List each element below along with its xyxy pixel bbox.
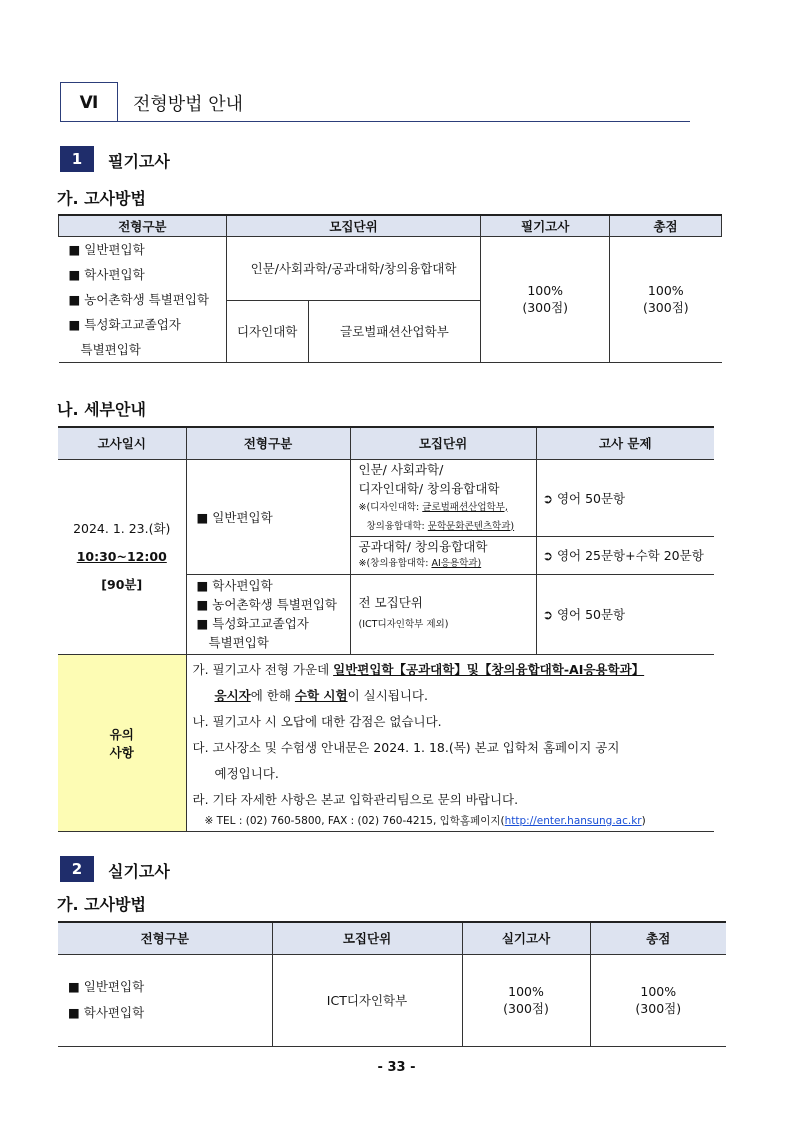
- t3-type-bachelor: ■ 학사편입학: [68, 1005, 145, 1020]
- t2-header-date: 고사일시: [58, 427, 186, 459]
- t2-unit3-line1: 전 모집단위: [358, 595, 423, 610]
- page-number: - 33 -: [377, 1060, 416, 1075]
- t3-score-cell: [462, 954, 590, 1046]
- chapter-underline: [60, 121, 690, 122]
- t3-header-practical: 실기고사: [462, 922, 590, 954]
- t1-score-cell: [481, 237, 610, 363]
- t1-type-rural: ■ 농어촌학생 특별편입학: [68, 292, 210, 307]
- t1-total-cell: [610, 237, 722, 363]
- t2-date: 2024. 1. 23.(화): [73, 520, 171, 536]
- t2-date-cell: [58, 459, 186, 654]
- t2-unit1-cell: [350, 459, 536, 536]
- t2-exam2: ➲ 영어 25문항+수학 20문항: [536, 536, 714, 574]
- t1-score-pts: (300점): [522, 300, 569, 315]
- t3-total-pts: (300점): [635, 1000, 682, 1016]
- t2-note-da: 다. 고사장소 및 수험생 안내문은 2024. 1. 18.(목) 본교 입학처 홈페이지 공지: [192, 739, 620, 755]
- chapter-title: 전형방법 안내: [133, 94, 244, 115]
- section-2-title: 실기고사: [108, 862, 170, 881]
- t1-score: 100%: [527, 283, 564, 298]
- t1-header-written: 필기고사: [481, 215, 610, 237]
- written-exam-method-table: [58, 214, 722, 363]
- t1-type-general: ■ 일반편입학: [68, 242, 145, 257]
- t3-total: 100%: [640, 983, 677, 999]
- t3-score-pts: (300점): [503, 1000, 549, 1016]
- t2-notes-label-2: 사항: [109, 744, 134, 760]
- t2-unit1-note-a: ※(디자인대학: 글로벌패션산업학부,: [358, 501, 508, 513]
- t2-unit2-note: ※(창의융합대학: AI응용학과): [358, 558, 482, 569]
- section-1-number: 1: [60, 146, 94, 172]
- t2-type-general: ■ 일반편입학: [186, 459, 350, 574]
- t3-total-cell: [590, 954, 726, 1046]
- t2-type-bachelor: ■ 학사편입학: [196, 578, 273, 593]
- t2-header-unit: 모집단위: [350, 427, 536, 459]
- section-1-title: 필기고사: [108, 152, 170, 171]
- t1-unit-design: 디자인대학: [226, 300, 308, 362]
- t2-exam3: ➲ 영어 50문항: [536, 574, 714, 654]
- t2-unit1-line2: 디자인대학/ 창의융합대학: [358, 480, 500, 496]
- t2-note-ra: 라. 기타 자세한 사항은 본교 입학관리팀으로 문의 바랍니다.: [192, 791, 519, 807]
- t1-unit-row1: 인문/사회과학/공과대학/창의융합대학: [226, 237, 481, 301]
- t2-header-type: 전형구분: [186, 427, 350, 459]
- chapter-number: Ⅵ: [79, 92, 99, 113]
- section-1-sub-b: 나. 세부안내: [57, 400, 146, 419]
- t3-score: 100%: [508, 983, 544, 999]
- t2-note-tel: ※ TEL : (02) 760-5800, FAX : (02) 760-4215, 입학홈페이지(http://enter.hansung.ac.kr): [204, 814, 646, 827]
- written-exam-detail-table: [58, 426, 714, 832]
- t3-type-general: ■ 일반편입학: [68, 979, 145, 994]
- t2-note-ga: 가. 필기고사 전형 가운데 일반편입학【공과대학】및【창의융합대학-AI응용학과】: [192, 661, 645, 677]
- t2-unit2-cell: [350, 536, 536, 574]
- section-1-sub-a: 가. 고사방법: [57, 189, 146, 208]
- t2-note-na: 나. 필기고사 시 오답에 대한 감점은 없습니다.: [192, 713, 442, 729]
- section-2-sub-a: 가. 고사방법: [57, 895, 146, 914]
- t2-unit3-note: (ICT디자인학부 제외): [358, 619, 449, 630]
- t1-header-total: 총점: [610, 215, 722, 237]
- t3-unit: ICT디자인학부: [272, 954, 462, 1046]
- t2-unit1-line1: 인문/ 사회과학/: [358, 461, 444, 477]
- chapter-number-box: [60, 82, 118, 122]
- t2-notes-label-1: 유의: [109, 726, 134, 742]
- t1-unit-global: 글로벌패션산업학부: [308, 300, 481, 362]
- t1-types-cell: [59, 237, 227, 363]
- t2-notes-cell: [186, 654, 714, 831]
- t1-type-bachelor: ■ 학사편입학: [68, 267, 145, 282]
- t2-note-ga-2: 응시자에 한해 수학 시험이 실시됩니다.: [214, 687, 428, 703]
- t1-type-vocational: ■ 특성화고교졸업자: [68, 317, 181, 332]
- t1-total: 100%: [647, 283, 684, 298]
- t2-exam1: ➲ 영어 50문항: [536, 459, 714, 536]
- t2-header-exam: 고사 문제: [536, 427, 714, 459]
- t2-note-da-2: 예정입니다.: [214, 765, 279, 781]
- t1-type-vocational-2: 특별편입학: [80, 342, 141, 357]
- t1-total-pts: (300점): [642, 300, 689, 315]
- admission-homepage-link[interactable]: http://enter.hansung.ac.kr: [504, 814, 642, 827]
- t2-unit2-line1: 공과대학/ 창의융합대학: [358, 539, 488, 554]
- t1-header-unit: 모집단위: [226, 215, 481, 237]
- t3-types-cell: [58, 954, 272, 1046]
- t2-types-other-cell: [186, 574, 350, 654]
- section-2-number: 2: [60, 856, 94, 882]
- t2-duration: [90분]: [101, 576, 143, 592]
- t2-type-vocational-2: 특별편입학: [208, 635, 269, 650]
- t1-header-type: 전형구분: [59, 215, 227, 237]
- t2-unit3-cell: [350, 574, 536, 654]
- t3-header-type: 전형구분: [58, 922, 272, 954]
- t2-type-rural: ■ 농어촌학생 특별편입학: [196, 597, 338, 612]
- t2-unit1-note-b: 창의융합대학: 문학문화콘텐츠학과): [366, 520, 515, 532]
- t2-time: 10:30~12:00: [76, 548, 167, 564]
- t2-notes-label-cell: [58, 654, 186, 831]
- t2-type-vocational: ■ 특성화고교졸업자: [196, 616, 309, 631]
- t3-header-total: 총점: [590, 922, 726, 954]
- practical-exam-method-table: [58, 921, 726, 1047]
- t3-header-unit: 모집단위: [272, 922, 462, 954]
